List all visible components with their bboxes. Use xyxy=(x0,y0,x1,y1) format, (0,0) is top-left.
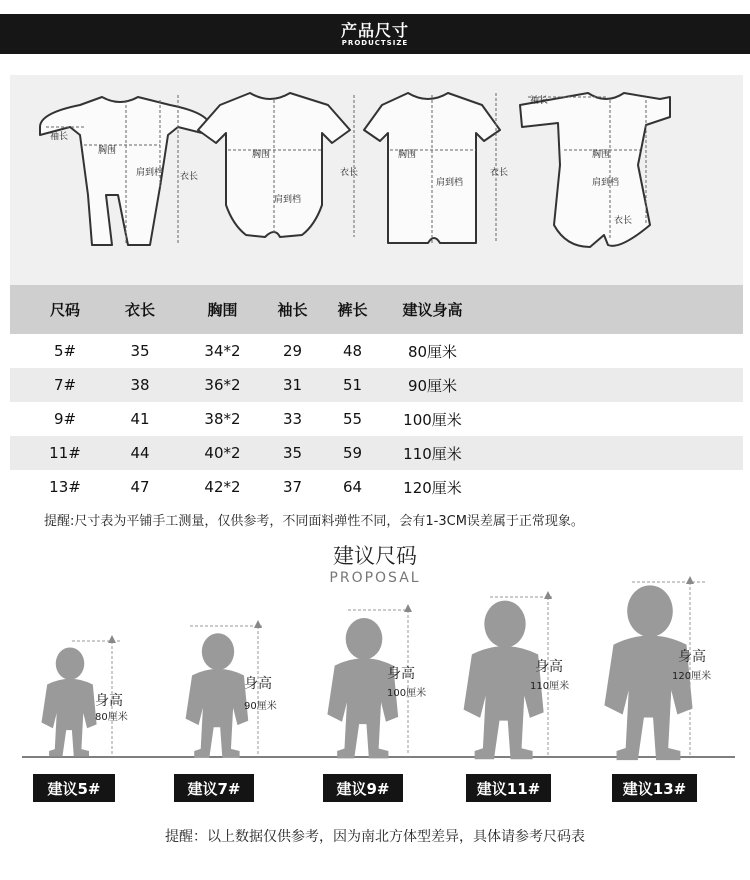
table-cell: 31 xyxy=(282,376,303,394)
kimono-chest-label: 胸围 xyxy=(592,150,611,160)
header-cell: 衣长 xyxy=(124,301,155,319)
table-cell: 9# xyxy=(53,410,77,428)
kid-1-height-value: 80厘米 xyxy=(95,712,128,723)
table-cell: 40*2 xyxy=(204,444,241,462)
bodysuit-shoulder-label: 肩到档 xyxy=(274,195,302,205)
kid-2-height-value: 90厘米 xyxy=(244,701,277,712)
table-cell: 37 xyxy=(282,478,303,496)
table-cell: 100厘米 xyxy=(403,410,462,429)
table-cell: 51 xyxy=(342,376,363,394)
suggest-size-button-5: 建议5# xyxy=(33,774,115,802)
header-cell: 裤长 xyxy=(337,301,368,319)
romper-long-outline xyxy=(40,97,210,245)
header-cell: 袖长 xyxy=(277,301,308,319)
kimono-sleeve-label: 袖长 xyxy=(530,96,549,106)
table-cell: 41 xyxy=(130,410,150,428)
table-row xyxy=(10,368,743,402)
table-cell: 90厘米 xyxy=(407,376,458,395)
proposal-title: 建议尺码 xyxy=(333,544,417,568)
table-cell: 38*2 xyxy=(204,410,241,428)
table-row xyxy=(10,334,743,368)
bodysuit-chest-label: 胸围 xyxy=(252,150,271,160)
kid-2-height-label: 身高 xyxy=(244,676,272,692)
kid-3-height-label: 身高 xyxy=(387,666,415,682)
table-cell: 48 xyxy=(342,342,363,360)
suggest-size-button-13: 建议13# xyxy=(612,774,697,802)
header-cell: 尺码 xyxy=(49,301,80,319)
kid-5-height-label: 身高 xyxy=(678,649,706,665)
table-row xyxy=(10,470,743,504)
romper-short-chest-label: 胸围 xyxy=(398,150,417,160)
header-subtitle: PRODUCTSIZE xyxy=(341,39,409,47)
table-cell: 13# xyxy=(49,478,81,496)
kimono-outline xyxy=(520,93,670,247)
suggest-size-button-7: 建议7# xyxy=(174,774,254,802)
romper-long-sleeve-label: 袖长 xyxy=(50,132,69,142)
kids-height-illustration xyxy=(0,575,750,770)
romper-long-shoulder-label: 肩到档 xyxy=(136,168,164,178)
kid-1-height-label: 身高 xyxy=(95,693,123,709)
table-cell: 110厘米 xyxy=(403,444,462,463)
header-cell: 胸围 xyxy=(207,301,238,319)
romper-long-chest-label: 胸围 xyxy=(98,146,117,156)
table-cell: 47 xyxy=(130,478,150,496)
suggest-size-button-9: 建议9# xyxy=(323,774,403,802)
table-row xyxy=(10,436,743,470)
kimono-shoulder-label: 肩到档 xyxy=(592,178,620,188)
kid-4-height-label: 身高 xyxy=(535,659,563,675)
table-cell: 34*2 xyxy=(204,342,241,360)
garment-diagrams xyxy=(10,75,743,285)
reference-note: 提醒：以上数据仅供参考，因为南北方体型差异，具体请参考尺码表 xyxy=(165,829,585,845)
table-row xyxy=(10,402,743,436)
header-cell: 建议身高 xyxy=(402,301,463,319)
table-header-row xyxy=(10,285,743,334)
kid-3-height-value: 100厘米 xyxy=(387,688,427,699)
kid-silhouette-4 xyxy=(464,601,544,760)
header-title: 产品尺寸 xyxy=(340,21,409,40)
table-cell: 35 xyxy=(130,342,150,360)
romper-short-shoulder-label: 肩到档 xyxy=(436,178,464,188)
table-cell: 5# xyxy=(53,342,77,360)
proposal-subtitle: PROPOSAL xyxy=(329,570,421,586)
table-cell: 38 xyxy=(130,376,150,394)
romper-long-length-label: 衣长 xyxy=(180,172,199,182)
table-cell: 59 xyxy=(342,444,363,462)
bodysuit-length-label: 衣长 xyxy=(340,168,359,178)
table-cell: 29 xyxy=(282,342,303,360)
kid-4-height-value: 110厘米 xyxy=(530,681,570,692)
table-cell: 80厘米 xyxy=(407,342,458,361)
kid-5-height-value: 120厘米 xyxy=(672,671,712,682)
table-cell: 7# xyxy=(53,376,77,394)
table-cell: 120厘米 xyxy=(403,478,462,497)
table-cell: 44 xyxy=(130,444,150,462)
kid-silhouette-1 xyxy=(42,647,97,756)
measurement-note: 提醒:尺寸表为平铺手工测量，仅供参考，不同面料弹性不同，会有1-3CM误差属于正常现象。 xyxy=(44,514,584,529)
garment-diagram-panel xyxy=(10,75,743,285)
table-cell: 55 xyxy=(342,410,363,428)
table-cell: 35 xyxy=(282,444,303,462)
suggest-size-button-11: 建议11# xyxy=(466,774,551,802)
table-cell: 33 xyxy=(282,410,303,428)
table-cell: 36*2 xyxy=(204,376,241,394)
kid-silhouette-2 xyxy=(186,633,249,757)
table-cell: 42*2 xyxy=(204,478,241,496)
romper-short-length-label: 衣长 xyxy=(490,168,509,178)
table-cell: 11# xyxy=(49,444,81,462)
table-cell: 64 xyxy=(342,478,363,496)
kimono-length-label: 衣长 xyxy=(614,216,633,226)
